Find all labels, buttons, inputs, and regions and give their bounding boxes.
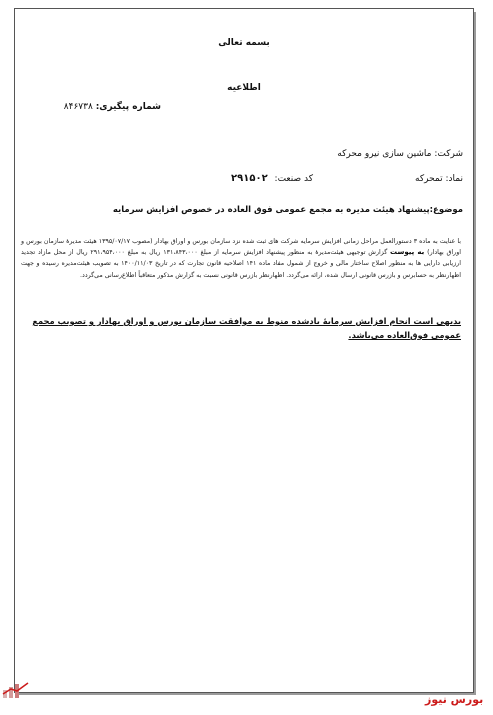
brand-name: بورس نیوز <box>425 693 484 706</box>
company-name: ماشین سازی نیرو محرکه <box>337 149 432 159</box>
industry-code-line <box>231 173 313 184</box>
reference-number: ۸۴۶۷۳۸ <box>63 102 93 112</box>
document-page <box>14 8 474 693</box>
industry-code-value: ۲۹۱۵۰۲ <box>231 173 268 184</box>
notice-paragraph: بدیهی است انجام افزایش سرمایهٔ یادشده منوط به موافقت سازمان بورس و اوراق بهادار و تصویب مجمع عمومی فوق‌العاده می‌باشد. <box>32 316 461 340</box>
body-text-attachment: به پیوست <box>390 248 425 257</box>
company-label: شرکت: <box>434 149 463 159</box>
company-line <box>337 149 463 159</box>
subject-line <box>113 205 463 215</box>
symbol-label: نماد: <box>445 174 463 184</box>
body-text-part2: گزارش توجیهی هیئت‌مدیرهٔ به منظور پیشنهاد افزایش سرمایه از مبلغ ۱۳۱،۸۴۳،۰۰۰ ریال به مبلغ ۲۹۱،۹۵۴،۰۰۰ ریال از محل مازاد تجدید ارزیابی دارایی ها به منظور اصلاح ساختار مالی و خروج از شمول مفاد ماده ۱۴۱ اصلاحیه قانون تجارت که در تاریخ ۱۴۰۰/۱۱/۰۳ به تصویب هیئت‌مدیره رسیده و جهت اظهارنظر به حسابرس و بازرس قانونی ارسال شده، ارائه می‌گردد. اظهارنظر بازرس قانونی نسبت به گزارش مذکور متعاقباً اطلاع‌رسانی می‌گردد. <box>21 249 461 279</box>
body-text-part1: با عنایت به ماده ۳ دستورالعمل مراحل زمانی افزایش سرمایه شرکت های ثبت شده نزد سازمان بورس و اوراق بهادار (مصوب ۱۳۹۵/۰۷/۱۷ هیئت مدیرهٔ سازمان بورس و اوراق بهادار) <box>21 238 462 257</box>
reference-line <box>64 102 161 112</box>
bourse-news-logo-icon <box>2 682 30 700</box>
symbol-line <box>415 174 463 184</box>
subject-text: پیشنهاد هیئت مدیره به مجمع عمومی فوق العاده در خصوص افزایش سرمایه <box>112 205 430 215</box>
subject-label: موضوع: <box>429 205 463 215</box>
document-title: اطلاعیه <box>227 83 261 93</box>
body-paragraph <box>21 236 461 281</box>
symbol-value: تمحرکه <box>415 174 443 184</box>
reference-label: شماره پیگیری: <box>95 102 161 112</box>
industry-code-label: کد صنعت: <box>274 174 313 184</box>
basmala: بسمه تعالی <box>218 38 270 48</box>
